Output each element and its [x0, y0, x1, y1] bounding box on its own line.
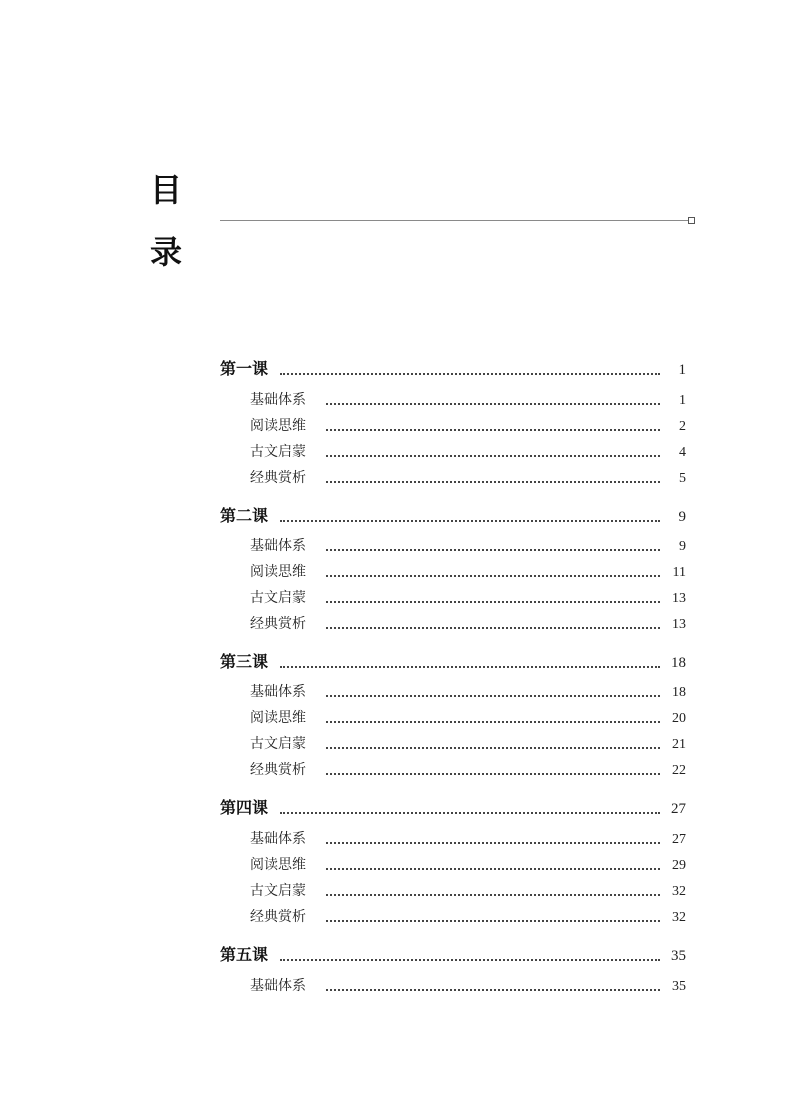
page-number: 13: [672, 591, 686, 606]
item-label: 基础体系: [250, 684, 306, 700]
toc-item[interactable]: [250, 975, 686, 995]
toc-item[interactable]: [250, 441, 686, 461]
page-number: 20: [672, 711, 686, 726]
dot-leader: [326, 549, 660, 551]
dot-leader: [326, 403, 660, 405]
dot-leader: [326, 868, 660, 870]
page-number: 29: [672, 858, 686, 873]
lesson-title: 第五课: [220, 945, 269, 964]
dot-leader: [326, 842, 660, 844]
toc-item[interactable]: [250, 707, 686, 727]
item-label: 古文启蒙: [250, 736, 306, 752]
page-number: 18: [671, 655, 686, 671]
page-number: 32: [672, 910, 686, 925]
toc-item[interactable]: [250, 880, 686, 900]
page-number: 1: [678, 362, 686, 378]
page-number: 5: [679, 471, 686, 486]
toc-item[interactable]: [250, 906, 686, 926]
item-label: 古文启蒙: [250, 444, 306, 460]
toc-item[interactable]: [250, 854, 686, 874]
lesson-title: 第二课: [220, 506, 269, 525]
page-number: 22: [672, 763, 686, 778]
toc-item[interactable]: [250, 759, 686, 779]
dot-leader: [326, 989, 660, 991]
page-number: 9: [678, 509, 686, 525]
page-number: 35: [671, 948, 686, 964]
page-number: 4: [679, 445, 686, 460]
toc-item[interactable]: [250, 587, 686, 607]
item-label: 阅读思维: [250, 857, 306, 873]
item-label: 经典赏析: [250, 470, 306, 486]
dot-leader: [326, 627, 660, 629]
dot-leader: [326, 481, 660, 483]
toc-item[interactable]: [250, 561, 686, 581]
page-number: 35: [672, 979, 686, 994]
lesson-title: 第三课: [220, 652, 269, 671]
dot-leader: [326, 455, 660, 457]
page-number: 32: [672, 884, 686, 899]
page-number: 21: [672, 737, 686, 752]
toc-item[interactable]: [250, 415, 686, 435]
dot-leader: [326, 920, 660, 922]
dot-leader: [326, 773, 660, 775]
toc-lesson-3[interactable]: [220, 649, 686, 672]
toc-item[interactable]: [250, 535, 686, 555]
item-label: 阅读思维: [250, 564, 306, 580]
toc-heading-char-1: 目: [150, 171, 183, 209]
dot-leader: [280, 959, 660, 961]
item-label: 阅读思维: [250, 710, 306, 726]
dot-leader: [326, 747, 660, 749]
toc-lesson-5[interactable]: [220, 942, 686, 965]
dot-leader: [326, 429, 660, 431]
item-label: 基础体系: [250, 978, 306, 994]
dot-leader: [280, 520, 660, 522]
page-number: 1: [679, 393, 686, 408]
item-label: 古文启蒙: [250, 590, 306, 606]
dot-leader: [326, 575, 660, 577]
item-label: 经典赏析: [250, 909, 306, 925]
page-number: 18: [672, 685, 686, 700]
item-label: 经典赏析: [250, 762, 306, 778]
item-label: 经典赏析: [250, 616, 306, 632]
toc-heading-char-2: 录: [150, 233, 183, 271]
toc-item[interactable]: [250, 828, 686, 848]
toc-item[interactable]: [250, 681, 686, 701]
toc-item[interactable]: [250, 733, 686, 753]
toc-item[interactable]: [250, 613, 686, 633]
toc-item[interactable]: [250, 389, 686, 409]
page-number: 27: [671, 801, 686, 817]
page-number: 9: [679, 539, 686, 554]
item-label: 古文启蒙: [250, 883, 306, 899]
toc-lesson-4[interactable]: [220, 795, 686, 818]
dot-leader: [326, 894, 660, 896]
toc-item[interactable]: [250, 467, 686, 487]
page-number: 2: [679, 419, 686, 434]
dot-leader: [326, 695, 660, 697]
item-label: 基础体系: [250, 392, 306, 408]
toc-lesson-2[interactable]: [220, 503, 686, 526]
item-label: 阅读思维: [250, 418, 306, 434]
page-number: 11: [672, 565, 686, 580]
lesson-title: 第四课: [220, 798, 269, 817]
dot-leader: [326, 601, 660, 603]
item-label: 基础体系: [250, 538, 306, 554]
dot-leader: [280, 666, 660, 668]
toc-lesson-1[interactable]: [220, 356, 686, 379]
page-number: 13: [672, 617, 686, 632]
item-label: 基础体系: [250, 831, 306, 847]
dot-leader: [280, 812, 660, 814]
lesson-title: 第一课: [220, 359, 269, 378]
dot-leader: [280, 373, 660, 375]
page-number: 27: [672, 832, 686, 847]
dot-leader: [326, 721, 660, 723]
